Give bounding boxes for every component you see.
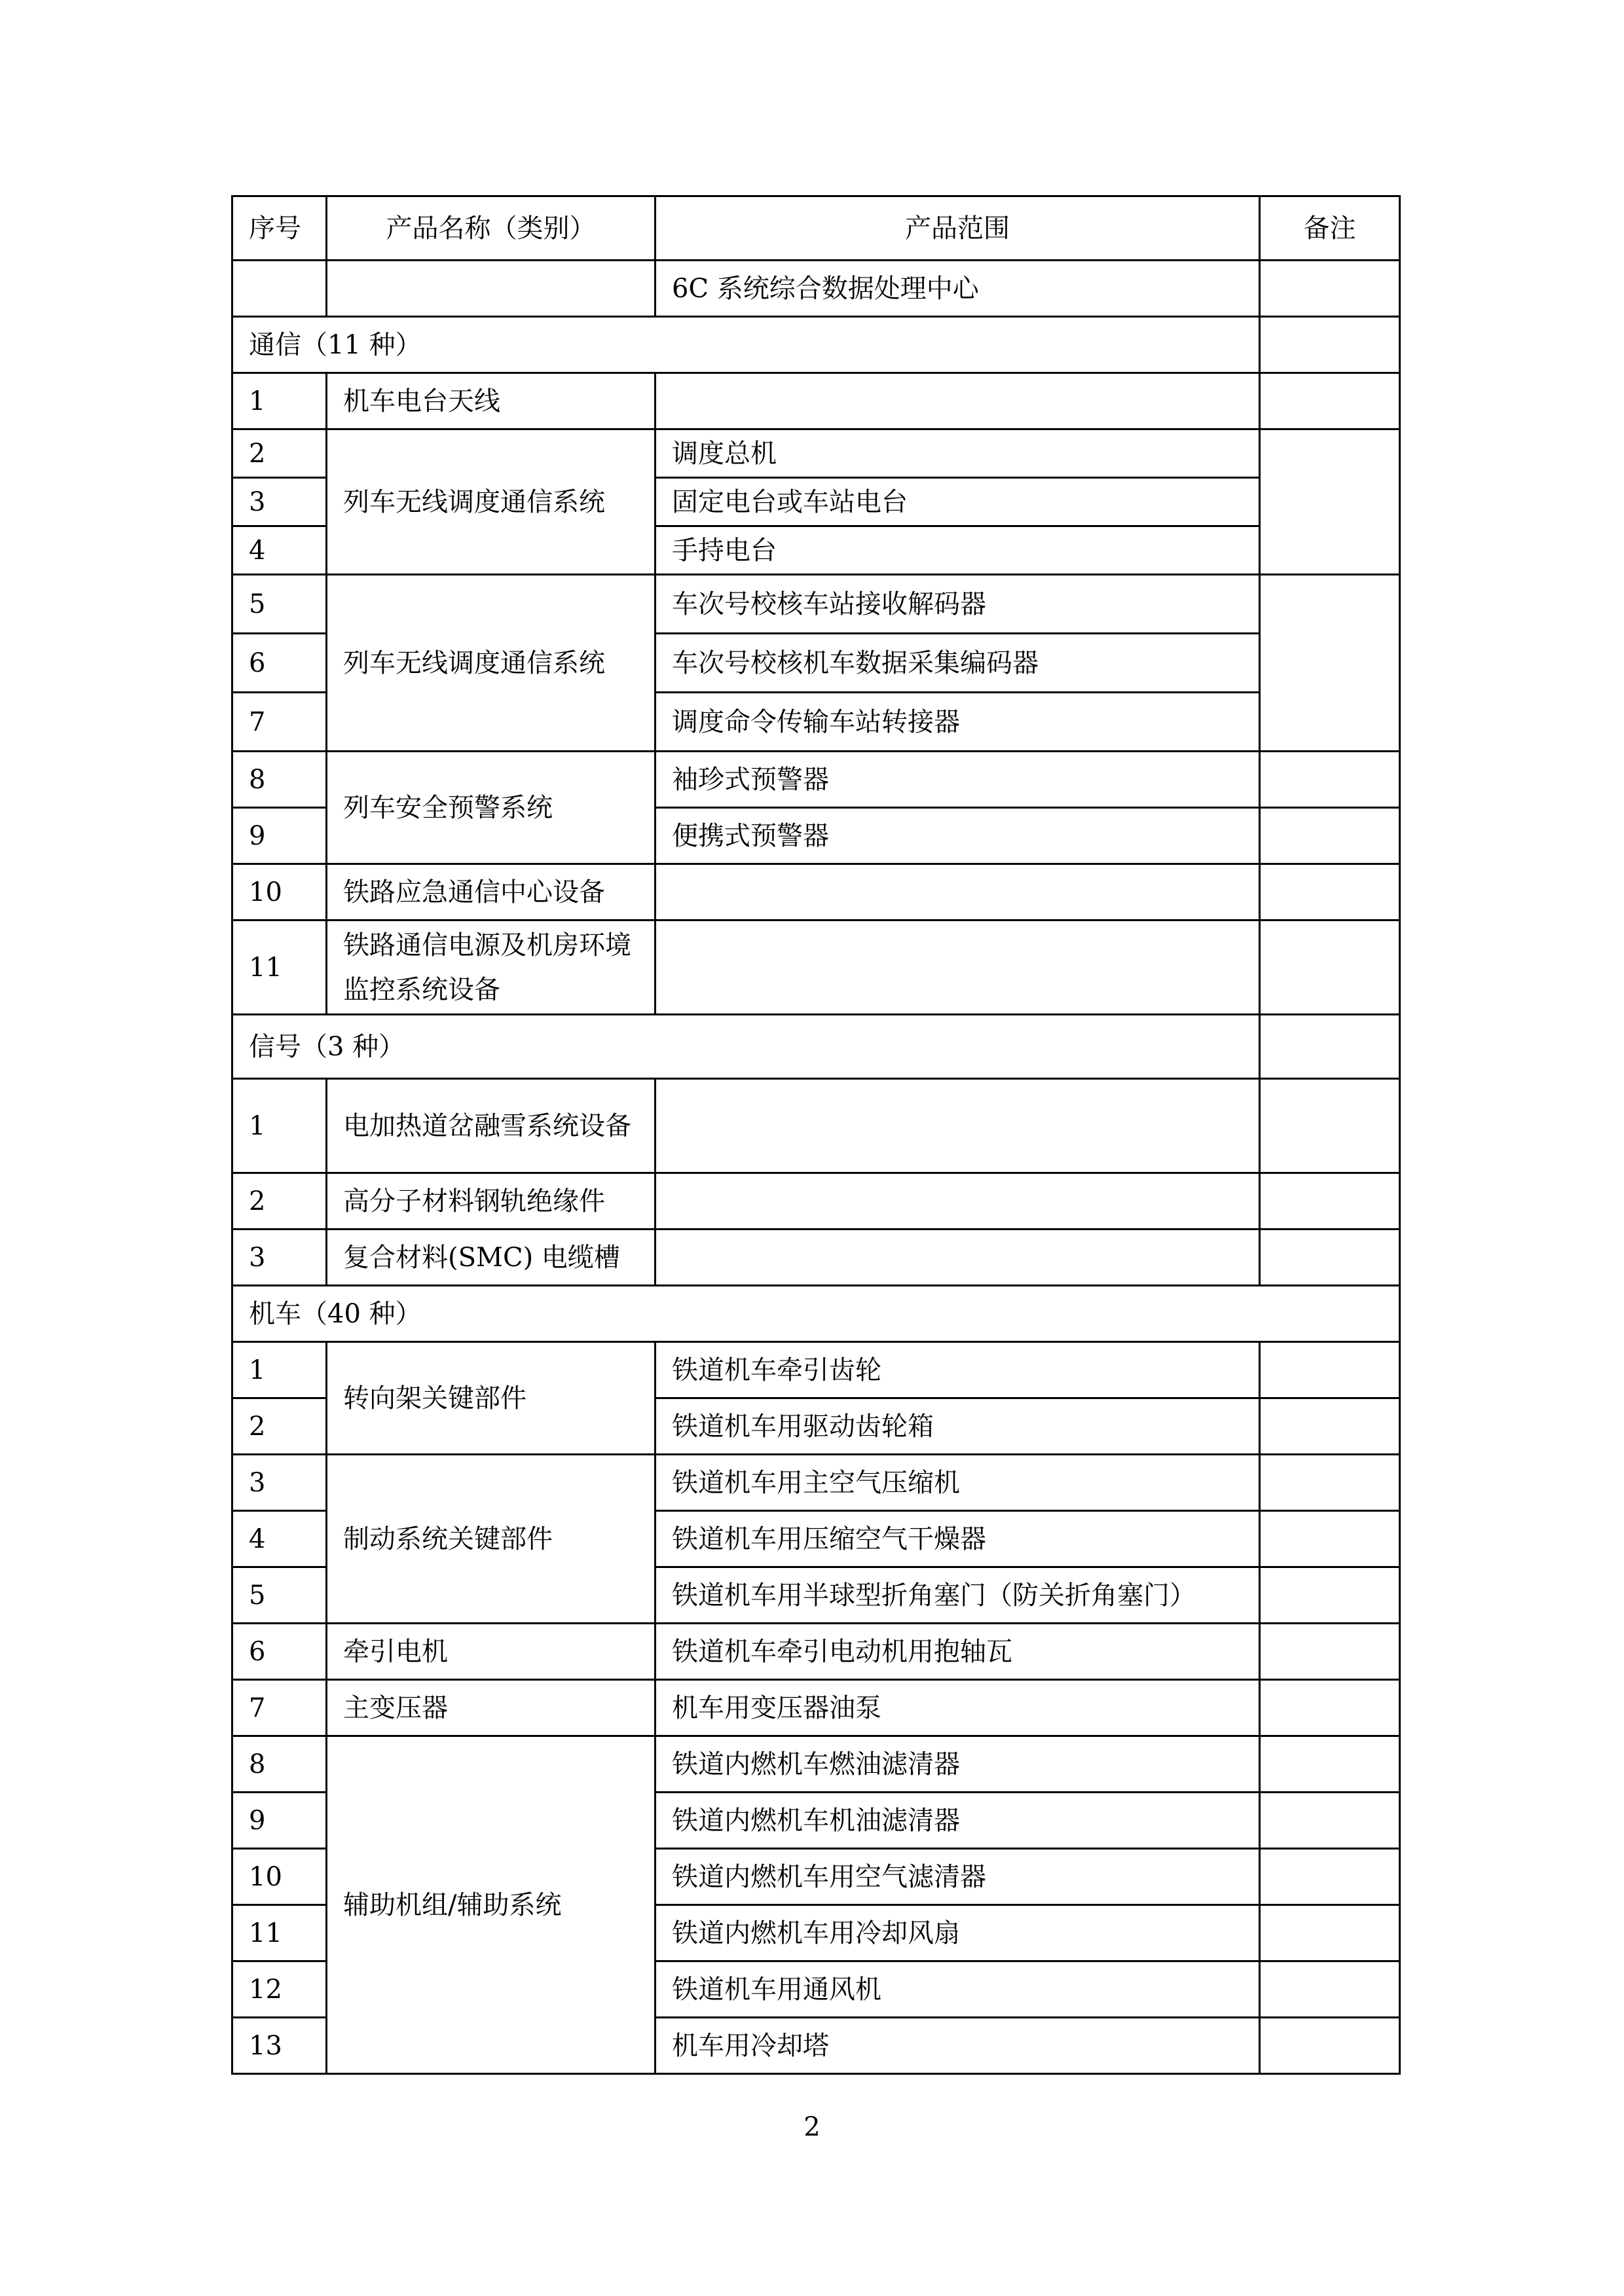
page-number: 2: [803, 2112, 821, 2142]
note-cell: [1260, 373, 1400, 429]
seq-cell: 9: [232, 808, 327, 864]
table-row: [232, 575, 1400, 634]
name-cell: 电加热道岔融雪系统设备: [327, 1079, 655, 1173]
table-header-row: [232, 196, 1400, 261]
section-row-locomotive: [232, 1286, 1400, 1342]
scope-cell: 铁道机车用压缩空气干燥器: [655, 1511, 1260, 1567]
header-note: 备注: [1260, 196, 1400, 261]
section-title: 通信（11 种）: [232, 317, 1260, 373]
seq-cell: 10: [232, 864, 327, 920]
scope-cell: [655, 920, 1260, 1015]
header-name: 产品名称（类别）: [327, 196, 655, 261]
table-row: [232, 261, 1400, 317]
scope-cell: 袖珍式预警器: [655, 752, 1260, 808]
scope-cell: 铁道机车牵引电动机用抱轴瓦: [655, 1624, 1260, 1680]
name-cell: 铁路应急通信中心设备: [327, 864, 655, 920]
scope-cell: 铁道内燃机车用冷却风扇: [655, 1905, 1260, 1961]
name-cell: 牵引电机: [327, 1624, 655, 1680]
name-cell: 复合材料(SMC) 电缆槽: [327, 1230, 655, 1286]
name-cell: 辅助机组/辅助系统: [327, 1736, 655, 2074]
table-row: [232, 1624, 1400, 1680]
section-title: 信号（3 种）: [232, 1015, 1260, 1079]
scope-cell: [655, 864, 1260, 920]
note-cell: [1260, 1624, 1400, 1680]
product-table: [231, 195, 1401, 2075]
section-row-signal: [232, 1015, 1400, 1079]
scope-cell: [655, 1079, 1260, 1173]
seq-cell: 1: [232, 373, 327, 429]
seq-cell: 10: [232, 1849, 327, 1905]
table-row: [232, 429, 1400, 478]
table-row: [232, 920, 1400, 1015]
scope-cell: 手持电台: [655, 526, 1260, 575]
note-cell: [1260, 261, 1400, 317]
name-cell: 高分子材料钢轨绝缘件: [327, 1173, 655, 1230]
note-cell: [1260, 2018, 1400, 2074]
seq-cell: 6: [232, 1624, 327, 1680]
note-cell: [1260, 1015, 1400, 1079]
note-cell: [1260, 1398, 1400, 1455]
note-cell: [1260, 920, 1400, 1015]
seq-cell: 1: [232, 1342, 327, 1398]
note-cell: [1260, 1230, 1400, 1286]
table-row: [232, 752, 1400, 808]
seq-cell: 6: [232, 634, 327, 693]
name-cell: [327, 261, 655, 317]
note-cell: [1260, 1849, 1400, 1905]
scope-cell: 铁道机车牵引齿轮: [655, 1342, 1260, 1398]
note-cell: [1260, 317, 1400, 373]
seq-cell: 8: [232, 752, 327, 808]
note-cell: [1260, 1680, 1400, 1736]
seq-cell: 3: [232, 1455, 327, 1511]
note-cell: [1260, 1793, 1400, 1849]
seq-cell: 11: [232, 920, 327, 1015]
table-row: [232, 373, 1400, 429]
name-cell: 列车无线调度通信系统: [327, 575, 655, 752]
seq-cell: 3: [232, 478, 327, 526]
header-scope: 产品范围: [655, 196, 1260, 261]
scope-cell: 铁道机车用通风机: [655, 1961, 1260, 2018]
note-cell: [1260, 1567, 1400, 1624]
scope-cell: 机车用变压器油泵: [655, 1680, 1260, 1736]
scope-cell: 车次号校核车站接收解码器: [655, 575, 1260, 634]
name-cell: 列车无线调度通信系统: [327, 429, 655, 575]
note-cell: [1260, 1961, 1400, 2018]
seq-cell: 1: [232, 1079, 327, 1173]
note-cell: [1260, 1511, 1400, 1567]
note-cell: [1260, 1079, 1400, 1173]
scope-cell: 固定电台或车站电台: [655, 478, 1260, 526]
note-cell: [1260, 429, 1400, 575]
scope-cell: 调度命令传输车站转接器: [655, 693, 1260, 752]
note-cell: [1260, 1736, 1400, 1793]
name-cell: 列车安全预警系统: [327, 752, 655, 864]
note-cell: [1260, 752, 1400, 808]
scope-cell: 便携式预警器: [655, 808, 1260, 864]
seq-cell: 2: [232, 429, 327, 478]
seq-cell: 8: [232, 1736, 327, 1793]
seq-cell: 7: [232, 693, 327, 752]
note-cell: [1260, 1905, 1400, 1961]
note-cell: [1260, 1455, 1400, 1511]
seq-cell: 2: [232, 1398, 327, 1455]
table-row: [232, 1342, 1400, 1398]
seq-cell: 9: [232, 1793, 327, 1849]
seq-cell: 12: [232, 1961, 327, 2018]
name-cell: 转向架关键部件: [327, 1342, 655, 1455]
name-cell: 制动系统关键部件: [327, 1455, 655, 1624]
note-cell: [1260, 808, 1400, 864]
name-cell: 机车电台天线: [327, 373, 655, 429]
section-title: 机车（40 种）: [232, 1286, 1400, 1342]
name-cell: 主变压器: [327, 1680, 655, 1736]
scope-cell: 机车用冷却塔: [655, 2018, 1260, 2074]
seq-cell: 4: [232, 526, 327, 575]
seq-cell: 5: [232, 575, 327, 634]
table-row: [232, 1680, 1400, 1736]
scope-cell: [655, 1230, 1260, 1286]
section-row-communication: [232, 317, 1400, 373]
seq-cell: 4: [232, 1511, 327, 1567]
seq-cell: 3: [232, 1230, 327, 1286]
scope-cell: 车次号校核机车数据采集编码器: [655, 634, 1260, 693]
note-cell: [1260, 864, 1400, 920]
note-cell: [1260, 1173, 1400, 1230]
table-row: [232, 1736, 1400, 1793]
scope-cell: 铁道机车用主空气压缩机: [655, 1455, 1260, 1511]
scope-cell: 铁道机车用驱动齿轮箱: [655, 1398, 1260, 1455]
scope-cell: 6C 系统综合数据处理中心: [655, 261, 1260, 317]
scope-cell: [655, 1173, 1260, 1230]
header-seq: 序号: [232, 196, 327, 261]
seq-cell: 2: [232, 1173, 327, 1230]
table-row: [232, 864, 1400, 920]
table-row: [232, 1455, 1400, 1511]
table-row: [232, 1079, 1400, 1173]
table-row: [232, 1230, 1400, 1286]
scope-cell: 调度总机: [655, 429, 1260, 478]
name-cell: 铁路通信电源及机房环境监控系统设备: [327, 920, 655, 1015]
table-row: [232, 1173, 1400, 1230]
scope-cell: [655, 373, 1260, 429]
scope-cell: 铁道机车用半球型折角塞门（防关折角塞门）: [655, 1567, 1260, 1624]
seq-cell: 11: [232, 1905, 327, 1961]
seq-cell: 13: [232, 2018, 327, 2074]
seq-cell: [232, 261, 327, 317]
scope-cell: 铁道内燃机车机油滤清器: [655, 1793, 1260, 1849]
scope-cell: 铁道内燃机车用空气滤清器: [655, 1849, 1260, 1905]
scope-cell: 铁道内燃机车燃油滤清器: [655, 1736, 1260, 1793]
seq-cell: 7: [232, 1680, 327, 1736]
note-cell: [1260, 575, 1400, 752]
note-cell: [1260, 1342, 1400, 1398]
seq-cell: 5: [232, 1567, 327, 1624]
